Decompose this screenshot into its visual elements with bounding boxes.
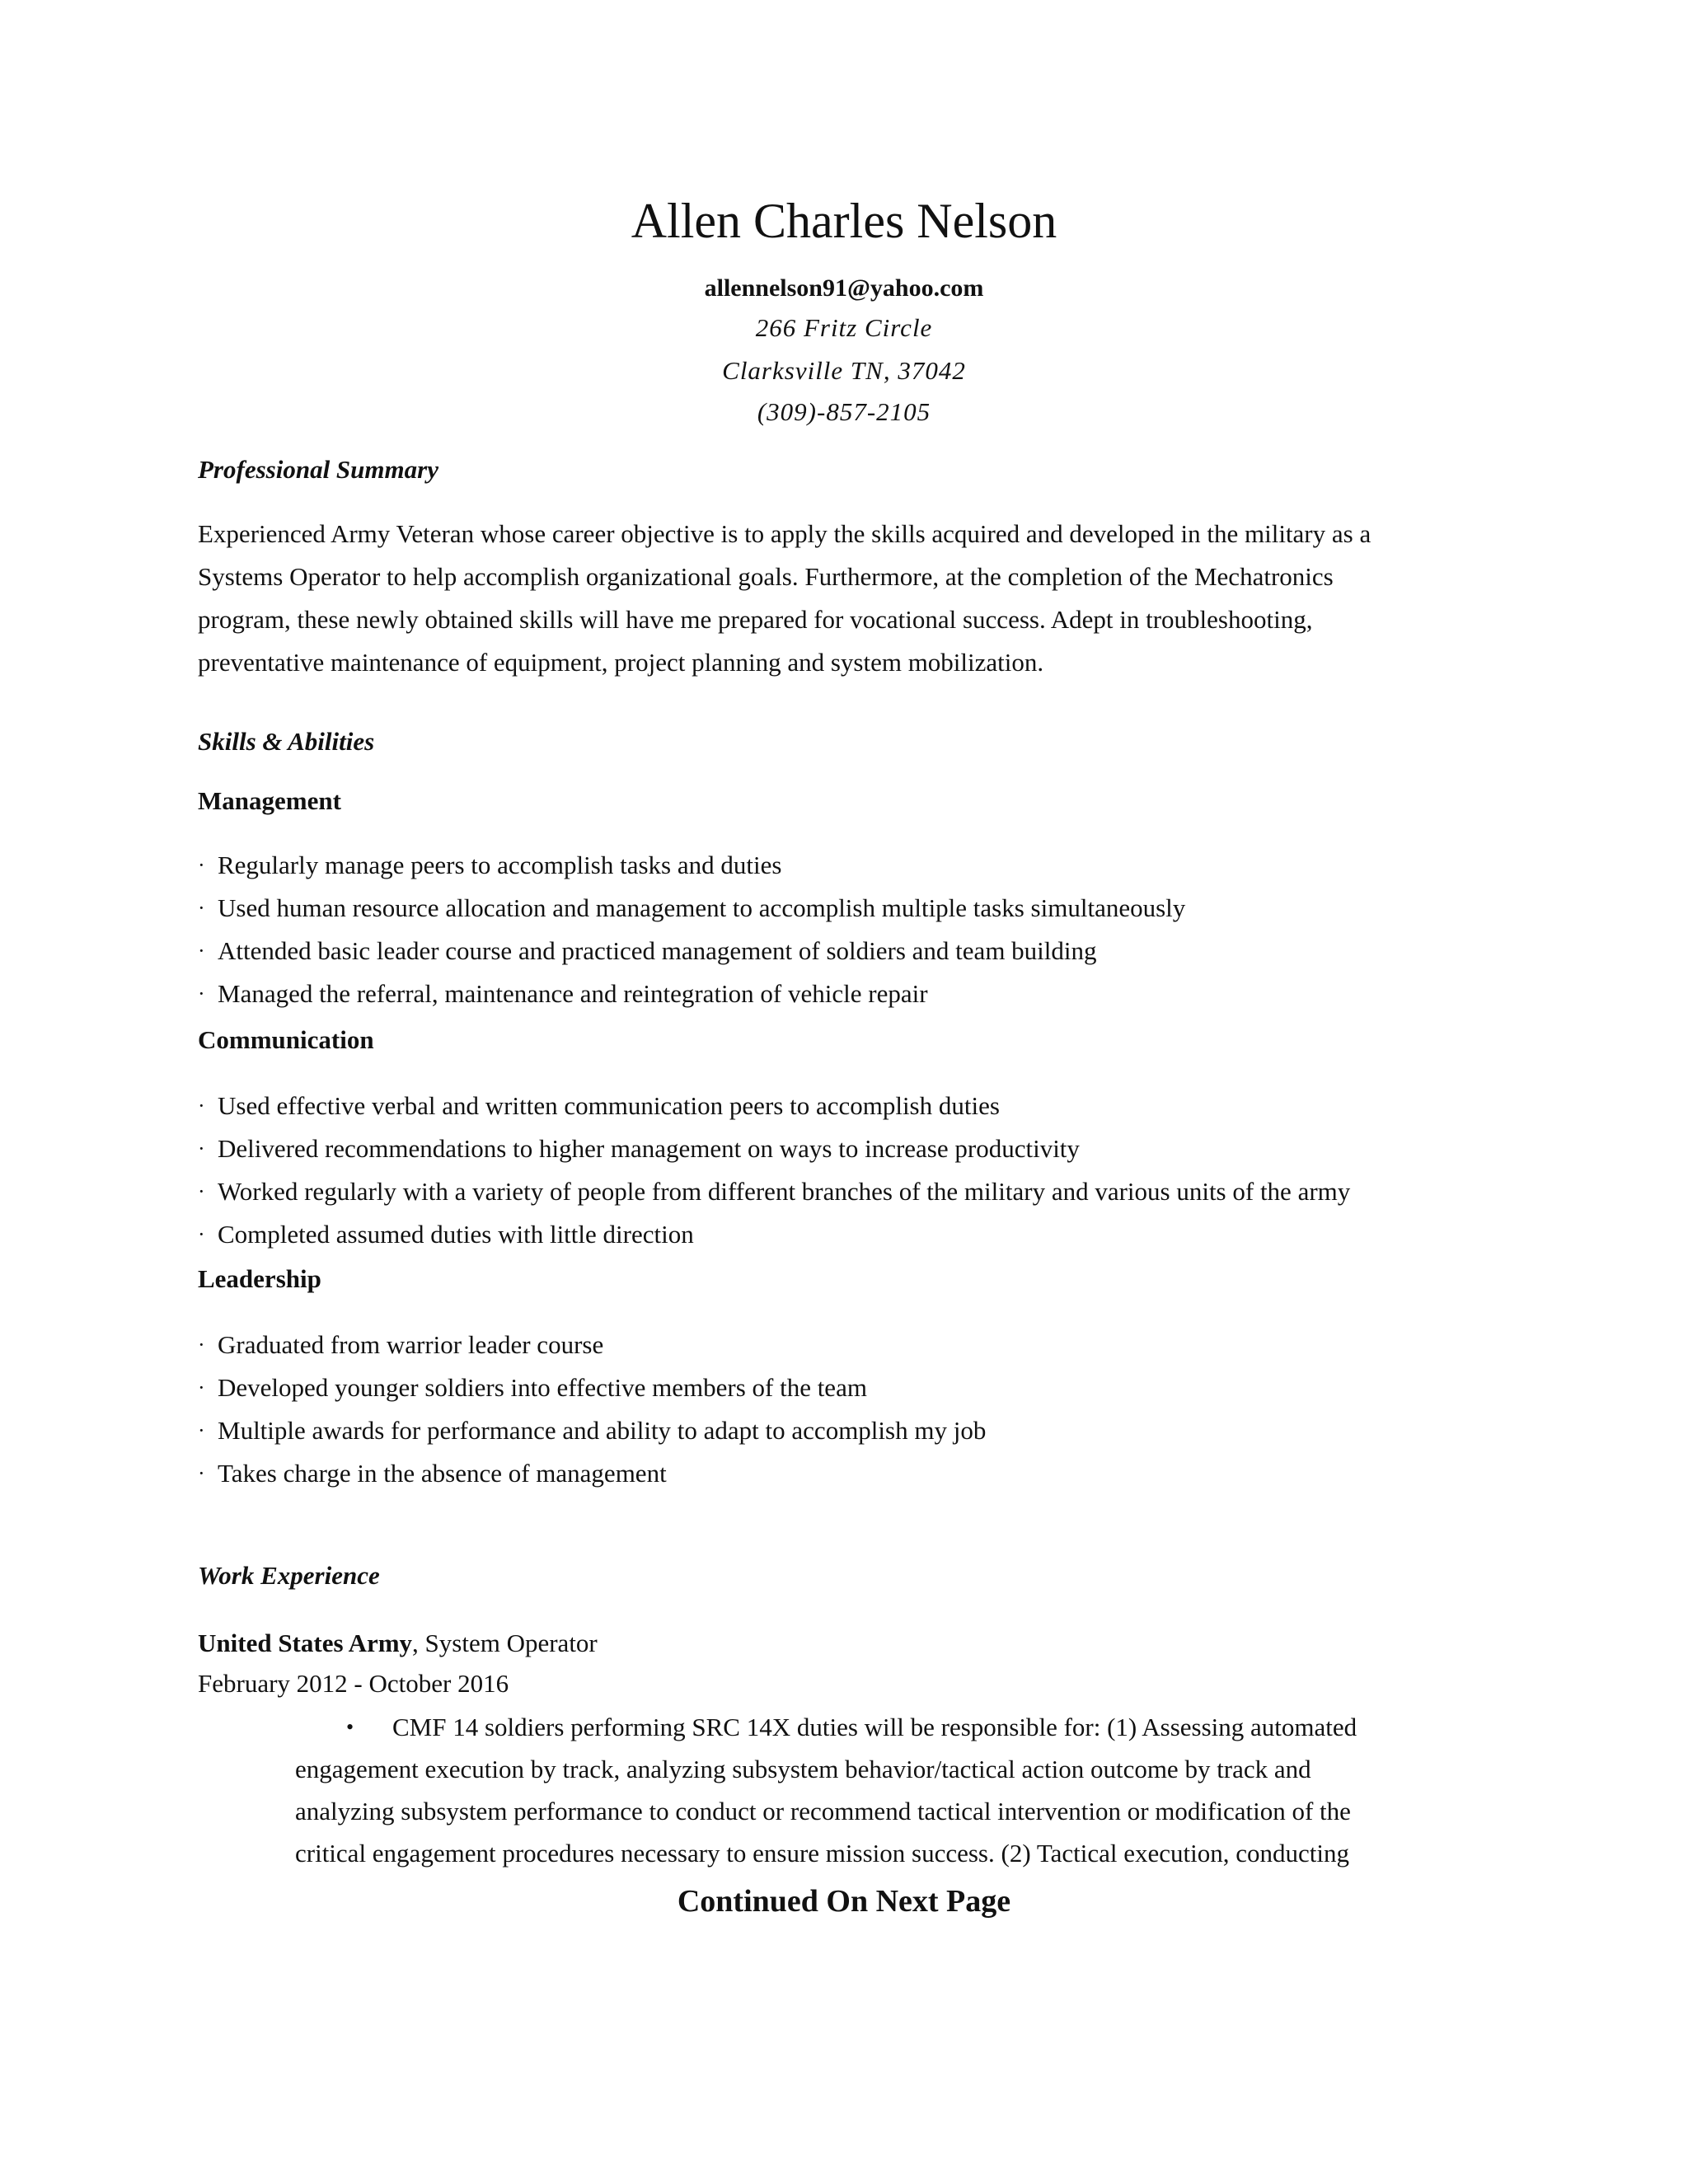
continued-notice: Continued On Next Page — [677, 1884, 1011, 1919]
email-address: allennelson91@yahoo.com — [704, 274, 984, 302]
list-item — [198, 1218, 1350, 1261]
job-title-line — [198, 1627, 598, 1660]
bullet-icon: · — [198, 853, 205, 877]
list-item-text: Developed younger soldiers into effective members of the team — [218, 1373, 867, 1402]
job-role: , System Operator — [412, 1629, 598, 1657]
summary-line: preventative maintenance of equipment, project planning and system mobilization. — [198, 648, 1044, 677]
list-item-text: Graduated from warrior leader course — [218, 1330, 604, 1359]
list-item — [198, 1090, 1350, 1132]
bullet-icon: · — [198, 1418, 205, 1442]
job-dates: February 2012 - October 2016 — [198, 1669, 509, 1698]
address-line-2: Clarksville TN, 37042 — [722, 356, 966, 385]
bullet-icon: · — [198, 1179, 205, 1203]
bullet-icon: · — [198, 1461, 205, 1485]
list-item-text: Takes charge in the absence of management — [218, 1459, 667, 1488]
communication-list — [198, 1090, 1350, 1261]
list-item-text: Attended basic leader course and practiced management of soldiers and team building — [218, 936, 1097, 965]
job-description-line: engagement execution by track, analyzing subsystem behavior/tactical action outcome by track and — [295, 1755, 1311, 1783]
bullet-icon: · — [198, 939, 205, 963]
bullet-icon: · — [198, 1137, 205, 1160]
leadership-heading: Leadership — [198, 1264, 321, 1293]
list-item — [198, 892, 1185, 935]
list-item — [198, 977, 1185, 1020]
summary-line: Systems Operator to help accomplish organizational goals. Furthermore, at the completion of the Mechatronics — [198, 562, 1334, 591]
list-item — [198, 1329, 986, 1371]
list-item — [198, 849, 1185, 892]
phone-number: (309)-857-2105 — [757, 397, 931, 426]
bullet-icon: · — [198, 1376, 205, 1399]
summary-line: Experienced Army Veteran whose career objective is to apply the skills acquired and developed in the military as a — [198, 519, 1372, 548]
list-item — [198, 1175, 1350, 1218]
list-item — [198, 1371, 986, 1414]
job-description-line: analyzing subsystem performance to conduct or recommend tactical intervention or modification of the — [295, 1797, 1351, 1825]
job-description-line: CMF 14 soldiers performing SRC 14X duties will be responsible for: (1) Assessing automated — [392, 1713, 1357, 1741]
list-item — [198, 1457, 986, 1500]
bullet-icon: · — [198, 982, 205, 1005]
professional-summary-text — [198, 518, 1484, 689]
list-item-text: Delivered recommendations to higher management on ways to increase productivity — [218, 1134, 1080, 1163]
bullet-icon: · — [198, 1222, 205, 1246]
list-item-text: Used human resource allocation and management to accomplish multiple tasks simultaneously — [218, 893, 1186, 922]
list-item-text: Managed the referral, maintenance and reintegration of vehicle repair — [218, 979, 928, 1008]
employer-name: United States Army — [198, 1629, 413, 1657]
summary-line: program, these newly obtained skills will have me prepared for vocational success. Adept in troubleshooting, — [198, 605, 1313, 634]
job-description-line: critical engagement procedures necessary to ensure mission success. (2) Tactical execution, conducting — [295, 1839, 1349, 1868]
leadership-list — [198, 1329, 986, 1500]
list-item-text: Worked regularly with a variety of people from different branches of the military and various units of the army — [218, 1177, 1351, 1206]
work-experience-heading: Work Experience — [198, 1561, 380, 1590]
bullet-icon: · — [198, 1094, 205, 1118]
management-heading: Management — [198, 786, 341, 815]
list-item — [198, 1132, 1350, 1175]
management-list — [198, 849, 1185, 1020]
communication-heading: Communication — [198, 1025, 374, 1054]
bullet-icon: · — [198, 896, 205, 920]
address-line-1: 266 Fritz Circle — [755, 313, 933, 342]
list-item-text: Completed assumed duties with little direction — [218, 1220, 694, 1249]
list-item — [198, 1414, 986, 1457]
job-description — [295, 1711, 1498, 1879]
list-item-text: Regularly manage peers to accomplish tasks and duties — [218, 851, 782, 879]
applicant-name: Allen Charles Nelson — [631, 194, 1057, 248]
bullet-icon: • — [346, 1715, 354, 1739]
list-item-text: Used effective verbal and written communication peers to accomplish duties — [218, 1091, 1000, 1120]
list-item — [198, 935, 1185, 977]
professional-summary-heading: Professional Summary — [198, 455, 438, 484]
bullet-icon: · — [198, 1333, 205, 1357]
skills-heading: Skills & Abilities — [198, 727, 375, 756]
list-item-text: Multiple awards for performance and ability to adapt to accomplish my job — [218, 1416, 987, 1445]
